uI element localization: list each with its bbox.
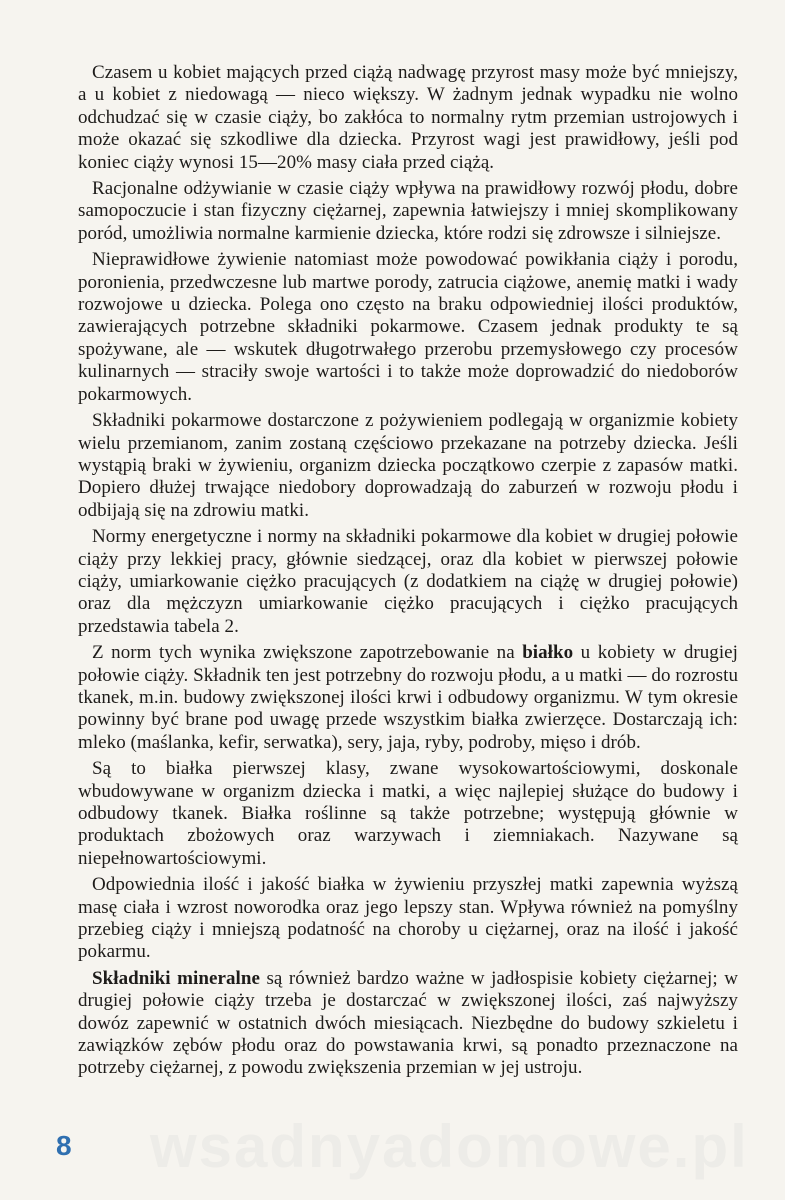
paragraph-energy-norms: Normy energetyczne i normy na składniki pokarmowe dla kobiet w drugiej połowie ciąży przy lekkiej pracy, głównie siedzącej, oraz dla kobiet w pierwszej połowie ciąży, umiarkowanie ciężko pracujących (z dodatkiem na ciążę w drugiej połowie) oraz dla mężczyzn umiarkowanie ciężko pracujących i ciężko pracujących przedstawia tabela 2.: [78, 526, 738, 637]
watermark: wsadnyadomowe.pl: [150, 1113, 749, 1180]
page-body: [78, 62, 738, 1084]
paragraph-nutrient-transformation: Składniki pokarmowe dostarczone z pożywieniem podlegają w organizmie kobiety wielu przemianom, zanim zostaną częściowo przekazane na potrzeby dziecka. Jeśli wystąpią braki w żywieniu, organizm dziecka początkowo czerpie z zapasów matki. Dopiero dłużej trwające niedobory doprowadzają do zaburzeń w rozwoju płodu i odbijają się na zdrowiu matki.: [78, 410, 738, 521]
term-protein: białko: [522, 642, 574, 664]
paragraph-weight-gain: Czasem u kobiet mających przed ciążą nadwagę przyrost masy może być mniejszy, a u kobiet z niedowagą — nieco większy. W żadnym jednak wypadku nie wolno odchudzać się w czasie ciąży, bo zakłóca to normalny rytm przemian ustrojowych i może okazać się szkodliwe dla dziecka. Przyrost wagi jest prawidłowy, jeśli pod koniec ciąży wynosi 15—20% masy ciała przed ciążą.: [78, 62, 738, 173]
page-number: 8: [56, 1130, 72, 1161]
paragraph-minerals: [78, 968, 738, 1080]
paragraph-protein: [78, 642, 738, 754]
term-minerals: Składniki mineralne: [92, 967, 260, 989]
paragraph-protein-pre: Z norm tych wynika zwiększone zapotrzebowanie na: [92, 642, 523, 664]
paragraph-improper-nutrition: Nieprawidłowe żywienie natomiast może powodować powikłania ciąży i porodu, poronienia, przedwczesne lub martwe porody, zatrucia ciążowe, anemię matki i wady rozwojowe u dziecka. Polega ono często na braku odpowiedniej ilości produktów, zawierających potrzebne składniki pokarmowe. Czasem jednak produkty te są spożywane, ale — wskutek długotrwałego przerobu przemysłowego czy procesów kulinarnych — straciły swoje wartości i to także może doprowadzić do niedoborów pokarmowych.: [78, 249, 738, 405]
paragraph-protein-post: u kobiety w drugiej połowie ciąży. Składnik ten jest potrzebny do rozwoju płodu, a u matki — do rozrostu tkanek, m.in. budowy zwiększonej ilości krwi i odbudowy organizmu. W tym okresie powinny być brane pod uwagę przede wszystkim białka zwierzęce. Dostarczają ich: mleko (maślanka, kefir, serwatka), sery, jaja, ryby, podroby, mięso i drób.: [78, 642, 738, 753]
paragraph-minerals-post: są również bardzo ważne w jadłospisie kobiety ciężarnej; w drugiej połowie ciąży trzeba je dostarczać w zwiększonej ilości, zaś najwyższy dowóz zapewnić w ostatnich dwóch miesiącach. Niezbędne do budowy szkieletu i zawiązków zębów płodu oraz do powstawania krwi, są ponadto przeznaczone na potrzeby ciężarnej, z powodu zwiększenia przemian w jej ustroju.: [78, 967, 738, 1079]
paragraph-first-class-proteins: Są to białka pierwszej klasy, zwane wysokowartościowymi, doskonale wbudowywane w organizm dziecka i matki, a więc najlepiej służące do budowy i odbudowy tkanek. Białka roślinne są także potrzebne; występują głównie w produktach zbożowych oraz warzywach i ziemniakach. Nazywane są niepełnowartościowymi.: [78, 758, 738, 869]
paragraph-rational-nutrition: Racjonalne odżywianie w czasie ciąży wpływa na prawidłowy rozwój płodu, dobre samopoczucie i stan fizyczny ciężarnej, zapewnia łatwiejszy i mniej skomplikowany poród, umożliwia normalne karmienie dziecka, które rodzi się zdrowsze i silniejsze.: [78, 178, 738, 244]
paragraph-protein-quality: Odpowiednia ilość i jakość białka w żywieniu przyszłej matki zapewnia wyższą masę ciała i wzrost noworodka oraz jego lepszy stan. Wpływa również na pomyślny przebieg ciąży i mniejszą podatność na choroby u ciężarnej, oraz na ilość i jakość pokarmu.: [78, 874, 738, 963]
